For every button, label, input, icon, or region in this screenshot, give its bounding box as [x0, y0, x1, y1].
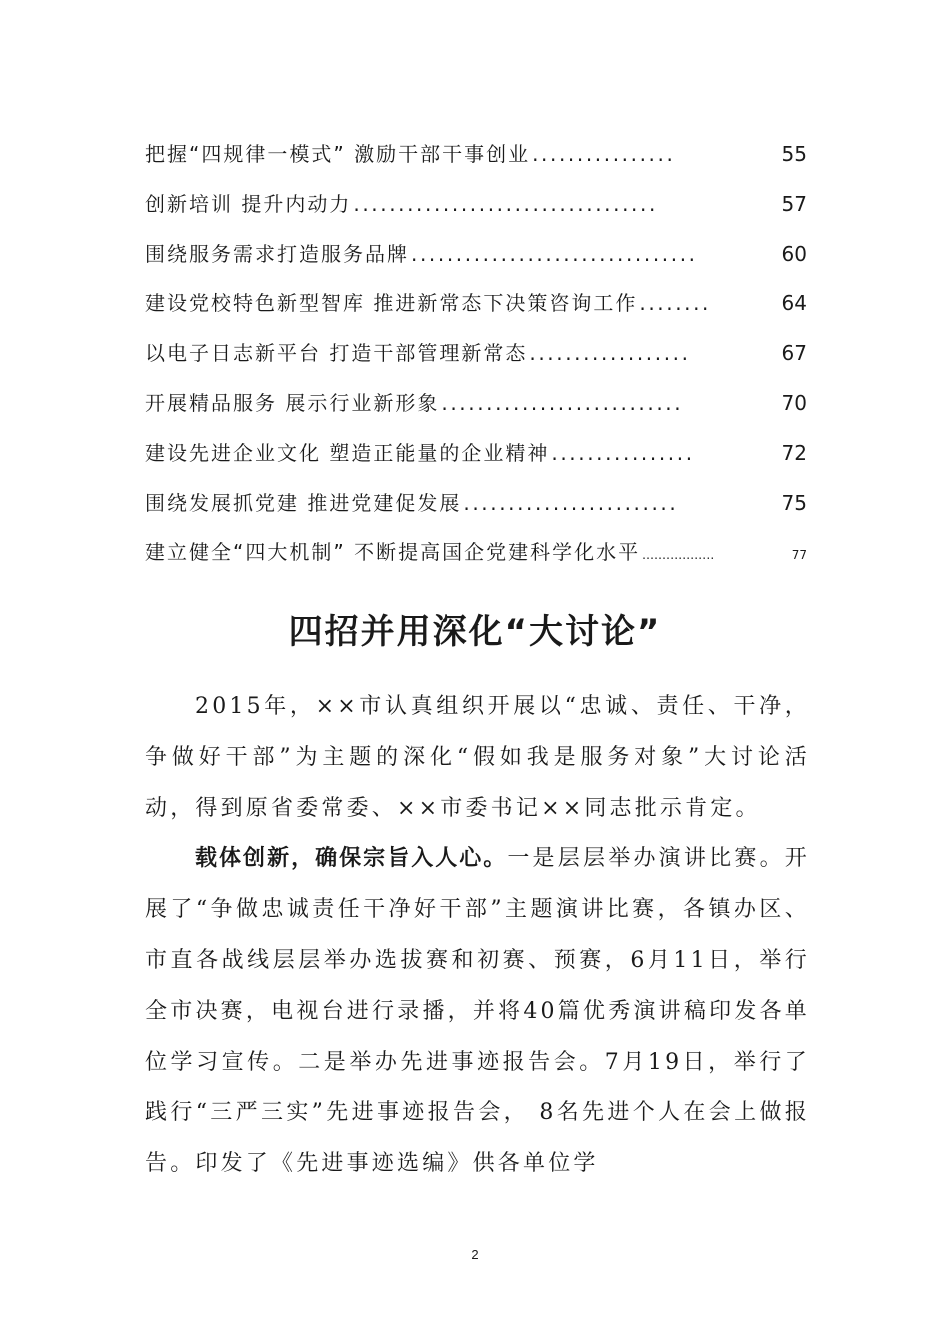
article-body	[145, 682, 810, 1190]
toc-page-number: 64	[781, 291, 807, 316]
toc-page-number: 57	[781, 191, 807, 216]
toc-page-number: 67	[781, 341, 807, 366]
paragraph-lead-heading: 载体创新，确保宗旨入人心。	[195, 846, 508, 872]
toc-leader-dots: ........................	[463, 490, 679, 515]
toc-entry-title: 把握“四规律一模式” 激励干部干事创业	[145, 142, 531, 166]
toc-entry-title: 围绕服务需求打造服务品牌	[145, 241, 409, 266]
toc-entry[interactable]	[145, 433, 807, 483]
paragraph-carrier-innovation	[145, 834, 810, 1190]
toc-entry[interactable]	[145, 283, 807, 333]
toc-leader-dots: ...........................	[441, 390, 684, 415]
toc-page-number: 72	[781, 440, 807, 465]
toc-entry[interactable]	[145, 532, 807, 582]
toc-leader-dots: ..................	[529, 341, 691, 366]
toc-entry-title: 创新培训 提升内动力	[145, 191, 352, 216]
toc-leader-dots: ................	[532, 142, 676, 166]
toc-leader-dots: ..................................	[353, 191, 658, 216]
toc-entry-title: 开展精品服务 展示行业新形象	[145, 390, 440, 415]
toc-entry[interactable]	[145, 483, 807, 533]
toc-entry[interactable]	[145, 333, 807, 383]
toc-leader-dots: ..................	[642, 548, 715, 563]
toc-entry-title: 以电子日志新平台 打造干部管理新常态	[145, 341, 528, 366]
toc-page-number: 55	[781, 142, 807, 166]
toc-entry[interactable]	[145, 184, 807, 234]
page-number: 2	[471, 1247, 479, 1262]
toc-entry-title: 围绕发展抓党建 推进党建促发展	[145, 490, 462, 515]
paragraph-text: 一是层层举办演讲比赛。开展了“争做忠诚责任干净好干部”主题演讲比赛，各镇办区、市直各战线层层举办选拔赛和初赛、预赛，6月11日，举行全市决赛，电视台进行录播，并将40篇优秀演讲稿印发各单位学习宣传。二是举办先进事迹报告会。7月19日，举行了践行“三严三实”先进事迹报告会， 8名先进个人在会上做报告。印发了《先进事迹选编》供各单位学	[145, 846, 810, 1177]
toc-leader-dots: ................	[551, 440, 695, 465]
toc-leader-dots: ........	[639, 291, 712, 316]
toc-entry[interactable]	[145, 383, 807, 433]
toc-entry-title: 建设先进企业文化 塑造正能量的企业精神	[145, 440, 550, 465]
toc-page-number: 77	[791, 548, 807, 563]
article-title: 四招并用深化“大讨论”	[288, 612, 662, 652]
table-of-contents	[145, 134, 807, 582]
toc-entry-title: 建设党校特色新型智库 推进新常态下决策咨询工作	[145, 291, 638, 316]
toc-leader-dots: ................................	[411, 241, 698, 266]
toc-entry-title: 建立健全“四大机制” 不断提高国企党建科学化水平	[145, 540, 641, 565]
toc-page-number: 60	[781, 241, 807, 266]
toc-entry[interactable]	[145, 234, 807, 284]
toc-entry[interactable]	[145, 134, 807, 184]
toc-page-number: 70	[781, 390, 807, 415]
toc-page-number: 75	[781, 490, 807, 515]
paragraph-intro: 2015年，××市认真组织开展以“忠诚、责任、干净，争做好干部”为主题的深化“假如我是服务对象”大讨论活动，得到原省委常委、××市委书记××同志批示肯定。	[145, 694, 810, 821]
